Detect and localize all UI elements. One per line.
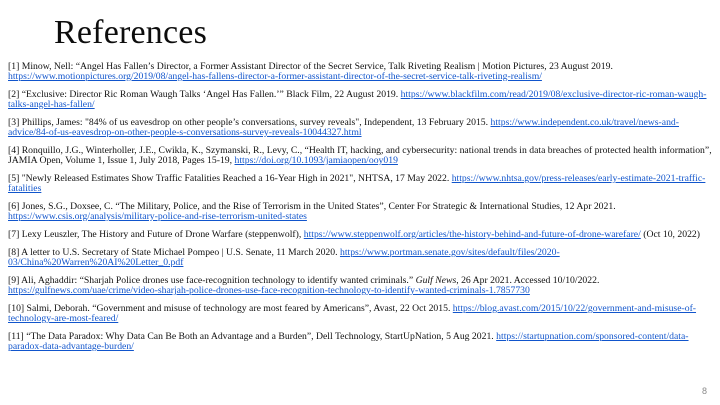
reference-text: [9] Ali, Aghaddir: “Sharjah Police drones use face-recognition technology to identify wanted criminals.” <box>8 275 416 286</box>
reference-item <box>8 202 715 222</box>
reference-text: , 26 Apr 2021. Accessed 10/10/2022. <box>456 275 600 286</box>
reference-link[interactable]: https://www.blackfilm.com/read/2019/08/exclusive-director-ric-roman-waugh-talks-angel-has-fallen/ <box>8 89 707 110</box>
reference-link[interactable]: https://doi.org/10.1093/jamiaopen/ooy019 <box>234 155 398 166</box>
reference-link[interactable]: https://startupnation.com/sponsored-content/data-paradox-data-advantage-burden/ <box>8 331 689 352</box>
reference-item <box>8 90 715 110</box>
reference-item <box>8 332 715 352</box>
page-title: References <box>54 14 208 51</box>
reference-link[interactable]: https://blog.avast.com/2015/10/22/government-and-misuse-of-technology-are-most-feared/ <box>8 303 697 324</box>
reference-text: [5] "Newly Released Estimates Show Traffic Fatalities Reached a 16-Year High in 2021", NHTSA, 17 May 2022. <box>8 173 452 184</box>
reference-item <box>8 276 715 296</box>
reference-item <box>8 248 715 268</box>
reference-link[interactable]: https://www.steppenwolf.org/articles/the-history-behind-and-future-of-drone-warefare/ <box>303 229 641 240</box>
reference-text: [10] Salmi, Deborah. “Government and misuse of technology are most feared by Americans”, Avast, 22 Oct 2015. <box>8 303 453 314</box>
reference-link[interactable]: https://www.csis.org/analysis/military-police-and-rise-terrorism-united-states <box>8 211 307 222</box>
reference-text: [3] Phillips, James: "84% of us eavesdrop on other people’s conversations, survey reveals", Independent, 13 February 2015. <box>8 117 491 128</box>
slide-page-number: 8 <box>701 386 707 396</box>
reference-item <box>8 304 715 324</box>
reference-text: [4] Ronquillo, J.G., Winterholler, J.E., Cwikla, K., Szymanski, R., Levy, C., “Health IT, hacking, and cybersecurity: national trends in data breaches of protected health information”, JAMIA Open, Volume 1, Issue 1, July 2018, Pages 15-19, <box>8 145 712 166</box>
reference-text: [6] Jones, S.G., Doxsee, C. “The Military, Police, and the Rise of Terrorism in the United States”, Center For Strategic & International Studies, 12 Apr 2021. <box>8 201 616 212</box>
reference-link[interactable]: https://www.portman.senate.gov/sites/default/files/2020-03/China%20Warren%20AI%20Letter_0.pdf <box>8 247 560 268</box>
reference-text: (Oct 10, 2022) <box>640 229 700 240</box>
reference-item <box>8 146 715 166</box>
reference-link[interactable]: https://www.nhtsa.gov/press-releases/early-estimate-2021-traffic-fatalities <box>8 173 706 194</box>
reference-link[interactable]: https://www.independent.co.uk/travel/news-and-advice/84-of-us-eavesdrop-on-other-people-s-conversations-survey-reveals-10044327.html <box>8 117 679 138</box>
reference-text: [8] A letter to U.S. Secretary of State Michael Pompeo | U.S. Senate, 11 March 2020. <box>8 247 340 258</box>
reference-text: [11] “The Data Paradox: Why Data Can Be Both an Advantage and a Burden”, Dell Technology, StartUpNation, 5 Aug 2021. <box>8 331 497 342</box>
reference-item <box>8 118 715 138</box>
reference-item <box>8 230 715 240</box>
reference-text: [2] “Exclusive: Director Ric Roman Waugh Talks ‘Angel Has Fallen.’” Black Film, 22 August 2019. <box>8 89 401 100</box>
reference-link[interactable]: https://gulfnews.com/uae/crime/video-sharjah-police-drones-use-face-recognition-technology-to-identify-wanted-criminals-1.7857730 <box>8 285 530 296</box>
reference-item <box>8 174 715 194</box>
reference-text: [7] Lexy Leuszler, The History and Future of Drone Warfare (steppenwolf), <box>8 229 304 240</box>
reference-item <box>8 62 715 82</box>
reference-text: [1] Minow, Nell: “Angel Has Fallen’s Director, a Former Assistant Director of the Secret Service, Talk Riveting Realism | Motion Pictures, 23 August 2019. <box>8 61 613 72</box>
references-list <box>8 62 715 360</box>
reference-source-italic: Gulf News <box>415 275 457 286</box>
reference-link[interactable]: https://www.motionpictures.org/2019/08/angel-has-fallens-director-a-former-assistant-director-of-the-secret-service-talk-riveting-realism/ <box>8 71 542 82</box>
